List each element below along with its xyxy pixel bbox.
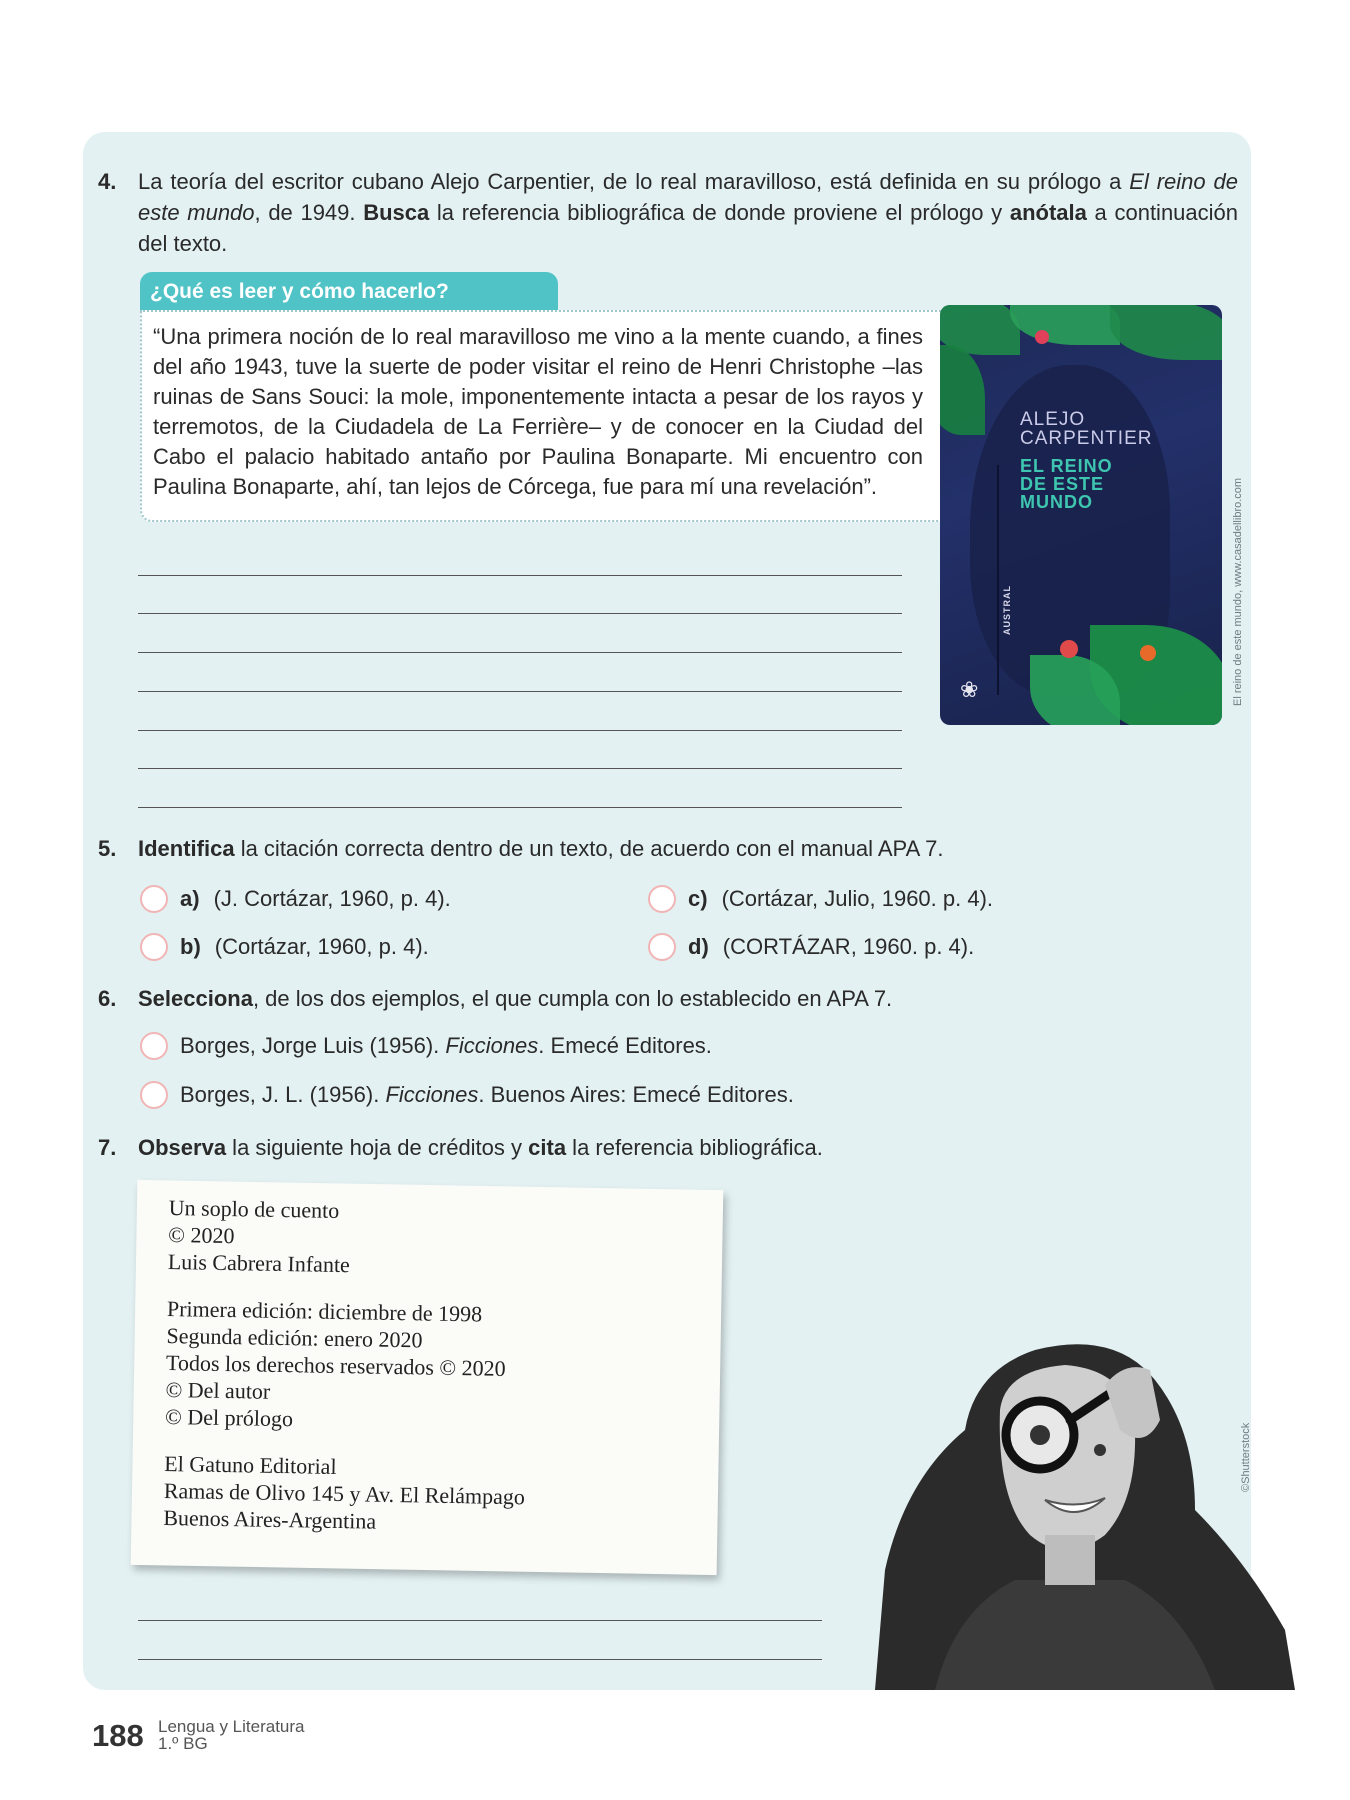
photo-credit: ©Shutterstock (1240, 1422, 1252, 1492)
publisher-logo-icon: ❀ (960, 677, 979, 702)
girl-with-magnifier-photo (815, 1310, 1305, 1690)
flower-decoration (1035, 330, 1049, 344)
option-c: c) (Cortázar, Julio, 1960. p. 4). (688, 886, 994, 911)
answer-line[interactable] (138, 691, 902, 692)
eye (1094, 1444, 1106, 1456)
leaf-decoration (1010, 305, 1120, 345)
book-author: ALEJO CARPENTIER (1020, 409, 1153, 449)
leaf-decoration (940, 345, 985, 435)
reference-option-1: Borges, Jorge Luis (1956). Ficciones. Emecé Editores. (180, 1033, 712, 1058)
question-7-number: 7. (98, 1135, 117, 1160)
option-d-radio[interactable] (648, 933, 676, 961)
credits-card-text: Un soplo de cuento © 2020 Luis Cabrera Infante Primera edición: diciembre de 1998 Segunda edición: enero 2020 Todos los derechos reservados © 2020 © Del autor © Del prólogo El Gatuno Editorial Ramas de Olivo 145 y Av. El Relámpago Buenos Aires-Argentina (163, 1194, 526, 1534)
leaf-decoration (1110, 305, 1222, 360)
carpentier-quote: “Una primera noción de lo real maravilloso me vino a la mente cuando, a fines del año 1943, tuve la suerte de poder visitar el reino de Henri Christophe –las ruinas de Sans Souci: la mole, imponentemente intacta a pesar de los rayos y terremotos, de la Ciudadela de La Ferrière– y de conocer en la Ciudad del Cabo el palacio habitado antaño por Paulina Bonaparte. Mi encuentro con Paulina Bonaparte, ahí, tan lejos de Córcega, fue para mí una revelación”. (153, 324, 923, 499)
question-6-number: 6. (98, 986, 117, 1011)
book-image-credit: El reino de este mundo, www.casadellibro.com (1232, 477, 1244, 706)
answer-line[interactable] (138, 652, 902, 653)
page-number: 188 (92, 1718, 144, 1753)
reference-option-2-radio[interactable] (140, 1081, 168, 1109)
answer-line[interactable] (138, 1659, 822, 1660)
reading-box-title: ¿Qué es leer y cómo hacerlo? (140, 272, 558, 312)
option-c-radio[interactable] (648, 885, 676, 913)
answer-line[interactable] (138, 613, 902, 614)
answer-line[interactable] (138, 575, 902, 576)
book-spine-line (997, 465, 999, 695)
flower-decoration (1060, 640, 1078, 658)
footer-subject: Lengua y Literatura 1.º BG (158, 1717, 305, 1753)
option-d: d) (CORTÁZAR, 1960. p. 4). (688, 934, 975, 959)
question-5-text: Identifica la citación correcta dentro de un texto, de acuerdo con el manual APA 7. (138, 836, 944, 861)
option-a-radio[interactable] (140, 885, 168, 913)
question-5-number: 5. (98, 836, 117, 861)
question-4-text: La teoría del escritor cubano Alejo Carpentier, de lo real maravilloso, está definida en su prólogo a El reino de este mundo, de 1949. Busca la referencia bibliográfica de donde proviene el prólogo y anótala a continuación del texto. (138, 169, 1239, 256)
option-a: a) (J. Cortázar, 1960, p. 4). (180, 886, 451, 911)
magnified-eye (1030, 1425, 1050, 1445)
flower-decoration (1140, 645, 1156, 661)
answer-line[interactable] (138, 730, 902, 731)
publisher-label: AUSTRAL (1002, 585, 1012, 635)
answer-line[interactable] (138, 768, 902, 769)
question-4-number: 4. (98, 169, 117, 194)
option-b-radio[interactable] (140, 933, 168, 961)
option-b: b) (Cortázar, 1960, p. 4). (180, 934, 429, 959)
reference-option-2: Borges, J. L. (1956). Ficciones. Buenos Aires: Emecé Editores. (180, 1082, 794, 1107)
answer-line[interactable] (138, 1620, 822, 1621)
book-title: EL REINO DE ESTE MUNDO (1020, 456, 1113, 512)
reference-option-1-radio[interactable] (140, 1032, 168, 1060)
question-6-text: Selecciona, de los dos ejemplos, el que cumpla con lo establecido en APA 7. (138, 986, 893, 1011)
book-cover (940, 305, 1222, 725)
neck-shape (1045, 1535, 1095, 1585)
question-7-text: Observa la siguiente hoja de créditos y cita la referencia bibliográfica. (138, 1135, 823, 1160)
answer-line[interactable] (138, 807, 902, 808)
